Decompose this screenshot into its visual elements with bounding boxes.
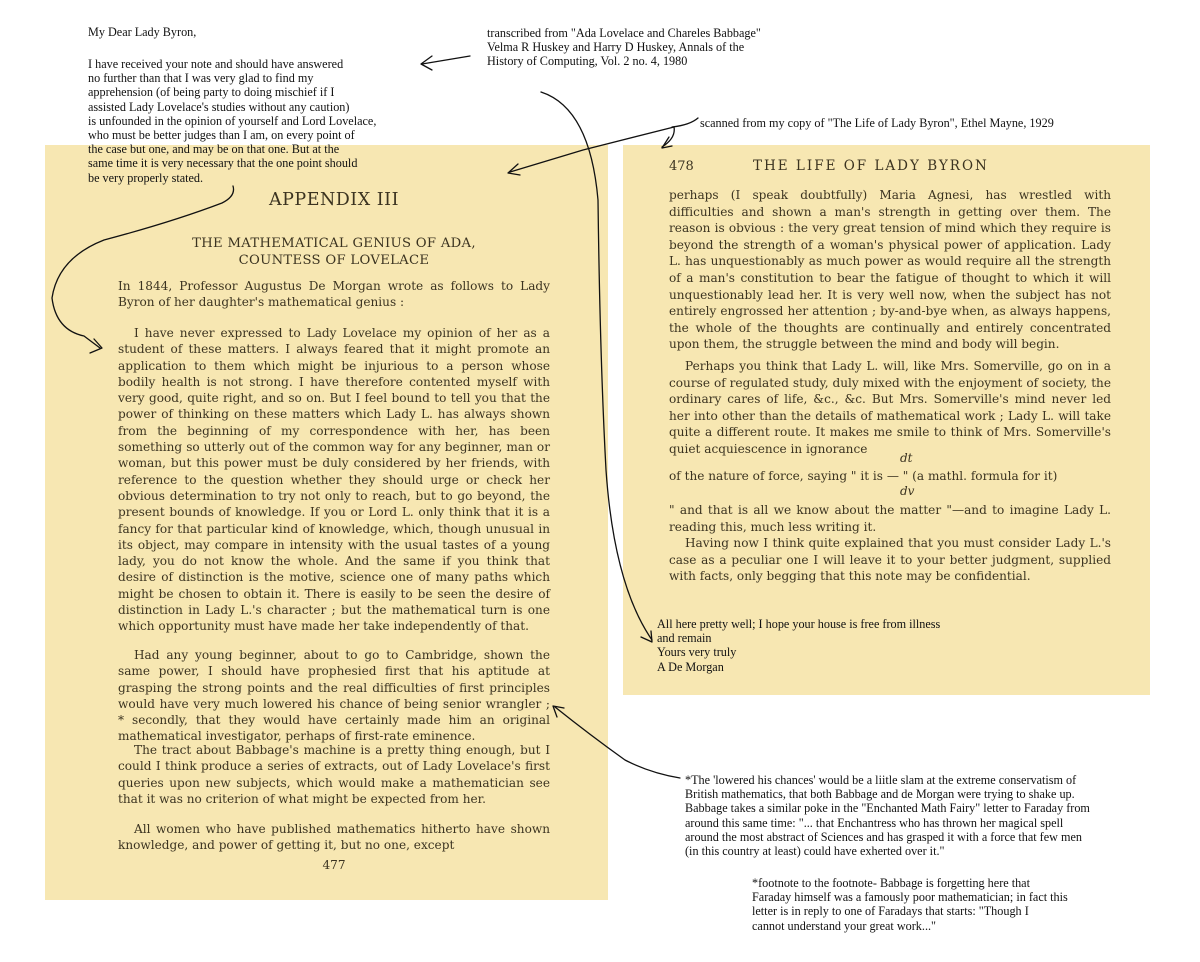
footnote-2-line: Faraday himself was a famously poor mathematician; in fact this <box>752 890 1068 905</box>
footnote-line: around this same time: "... that Enchantress who has thrown her magical spell <box>685 815 1064 830</box>
running-head: THE LIFE OF LADY BYRON <box>753 158 989 174</box>
quote-paragraph-1: I have never expressed to Lady Lovelace my opinion of her as a student of these matters. I always feared that it might promote an application to them which might be injurious to a person whose bodily health is not strong. I have therefore contented myself with very good, quite right, and so on. But I feel bound to tell you that the power of thinking on these matters which Lady L. has always shown from the beginning of my correspondence with her, has been something so utterly out of the common way for any beginner, man or woman, but this power must be duly considered by her friends, with reference to the question whether they should urge or check her obvious determination to try not only to reach, but to go beyond, the present bounds of knowledge. If you or Lord L. only think that it is a fancy for that particular kind of knowledge, which, though unusual in its object, may compare in intensity with the usual tastes of a young lady, you do not know the whole. And the same if you think that desire of distinction is the motive, science one of many paths which might be chosen to obtain it. There is easily to be seen the desire of distinction in Lady L.'s character ; but the mathematical turn is one which opportunity must have made her take independently of that. <box>118 326 550 634</box>
letter-paragraph-2: Perhaps you think that Lady L. will, like Mrs. Somerville, go on in a course of regulated study, duly mixed with the enjoyment of society, the ordinary cares of life, &c., &c. But Mrs. Somerville's mind never led her into other than the details of mathematical work ; Lady L. will take quite a different route. It makes me smile to think of Mrs. Somerville's quiet acquiescence in ignorance <box>669 359 1111 456</box>
closing-line: Yours very truly <box>657 645 737 660</box>
letter-paragraph-1: perhaps (I speak doubtfully) Maria Agnesi, has wrestled with difficulties and shown a man's strength in getting over them. The reason is obvious : the very great tension of mind which they require is beyond the strength of a woman's physical power of application. Lady L. has unquestionably as much power as would require all the strength of a man's constitution to bear the fatigue of thought to which it will unquestionably lead her. It is very well now, when the subject has not entirely engrossed her attention ; by-and-bye when, as always happens, the whole of the thoughts are continually and entirely concentrated upon them, the struggle between the mind and body will begin. <box>669 188 1111 352</box>
letter-line: I have received your note and should have answered <box>88 57 344 71</box>
letter-paragraph-4: Having now I think quite explained that you must consider Lady L.'s case as a peculiar one I will leave it to your better judgment, supplied with facts, only begging that this note may be confidential. <box>669 536 1111 584</box>
arrow-source-to-letter <box>421 56 470 70</box>
formula-line: of the nature of force, saying " it is — " (a mathl. formula for it) <box>669 469 1058 483</box>
closing-line: All here pretty well; I hope your house is free from illness <box>657 617 941 631</box>
letter-paragraph-3: " and that is all we know about the matter "—and to imagine Lady L. reading this, much less writing it. <box>669 503 1111 534</box>
source-line: transcribed from "Ada Lovelace and Chareles Babbage" <box>487 26 761 40</box>
appendix-subtitle-2: COUNTESS OF LOVELACE <box>238 253 430 268</box>
appendix-title: APPENDIX III <box>269 190 399 210</box>
scan-note: scanned from my copy of "The Life of Lady Byron", Ethel Mayne, 1929 <box>700 116 1054 130</box>
source-line: Velma R Huskey and Harry D Huskey, Annals of the <box>487 40 745 55</box>
letter-opening <box>88 57 376 185</box>
page-number-478: 478 <box>669 159 694 174</box>
footnote-2-line: *footnote to the footnote- Babbage is forgetting here that <box>752 876 1030 890</box>
letter-salutation: My Dear Lady Byron, <box>88 25 197 39</box>
letter-line: assisted Lady Lovelace's studies without any caution) <box>88 99 350 114</box>
footnote-line: *The 'lowered his chances' would be a liitle slam at the extreme conservatism of <box>685 773 1077 787</box>
letter-line: is unfounded in the opinion of yourself and Lord Lovelace, <box>88 113 377 128</box>
footnote-line: (in this country at least) could have exherted over it." <box>685 844 945 859</box>
footnote-2-line: cannot understand your great work..." <box>752 918 937 933</box>
letter-line: be very properly stated. <box>88 170 204 185</box>
intro-paragraph: In 1844, Professor Augustus De Morgan wrote as follows to Lady Byron of her daughter's mathematical genius : <box>118 279 550 310</box>
letter-line: apprehension (of being party to doing mischief if I <box>88 85 335 100</box>
quote-paragraph-3: The tract about Babbage's machine is a pretty thing enough, but I could I think produce a series of extracts, out of Lady Lovelace's first queries upon new subjects, which would make a mathematician see that it was no criterion of what might be expected from her. <box>118 743 550 806</box>
closing-line: A De Morgan <box>657 659 724 674</box>
formula-denominator: dv <box>900 484 915 498</box>
footnote-2-line: letter is in reply to one of Faradays that starts: "Though I <box>752 904 1029 919</box>
footnote-line: British mathematics, that both Babbage and de Morgan were trying to shake up. <box>685 787 1075 802</box>
quote-paragraph-2: Had any young beginner, about to go to Cambridge, shown the same power, I should have prophesied first that his aptitude at grasping the strong points and the real difficulties of first principles would have very much lowered his chance of being senior wrangler ; * secondly, that they would have certainly made him an original mathematical investigator, perhaps of first-rate eminence. <box>118 648 550 744</box>
footnote-to-footnote <box>752 876 1068 933</box>
source-line: History of Computing, Vol. 2 no. 4, 1980 <box>487 54 688 69</box>
page-number-477: 477 <box>322 858 346 872</box>
footnote <box>685 773 1090 858</box>
letter-line: same time it is very necessary that the one point should <box>88 156 358 171</box>
quote-paragraph-4: All women who have published mathematics hitherto have shown knowledge, and power of getting it, but no one, except <box>118 822 550 853</box>
source-note <box>487 26 761 69</box>
appendix-subtitle-1: THE MATHEMATICAL GENIUS OF ADA, <box>192 236 476 251</box>
letter-line: no further than that I was very glad to find my <box>88 71 314 86</box>
scanned-page-477 <box>45 145 608 900</box>
closing-line: and remain <box>657 631 712 646</box>
letter-line: the case but one, and may be on that one. But at the <box>88 142 340 157</box>
letter-closing <box>657 617 940 674</box>
footnote-line: around the most abstract of Sciences and has grasped it with a force that few men <box>685 829 1082 844</box>
footnote-line: Babbage takes a similar poke in the "Enchanted Math Fairy" letter to Faraday from <box>685 801 1090 816</box>
scanned-page-478 <box>623 145 1150 695</box>
formula-numerator: dt <box>900 451 913 465</box>
letter-line: who must be better judges than I am, on every point of <box>88 128 355 143</box>
